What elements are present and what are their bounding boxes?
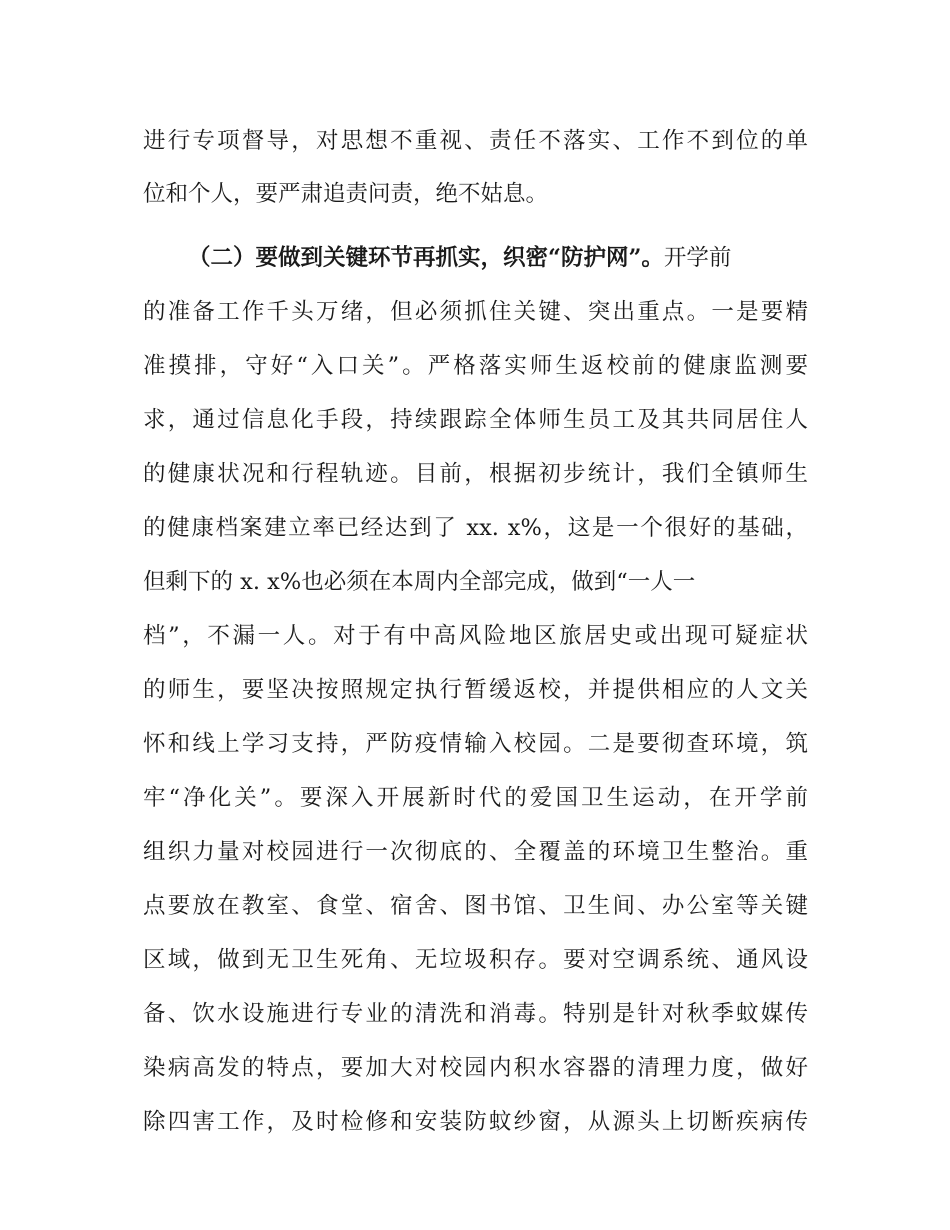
section-heading-line xyxy=(188,242,808,274)
heading-tail-text: 开学前 xyxy=(663,245,732,271)
section-heading: （二）要做到关键环节再抓实，织密“防护网”。 xyxy=(188,245,664,271)
paragraph-line: 位和个人，要严肃追责问责，绝不姑息。 xyxy=(143,181,549,207)
paragraph-line: 档”，不漏一人。对于有中高风险地区旅居史或出现可疑症状 xyxy=(143,623,808,649)
paragraph-line: 的准备工作千头万绪，但必须抓住关键、突出重点。一是要精 xyxy=(143,299,808,325)
paragraph-line: 点要放在教室、食堂、宿舍、图书馆、卫生间、办公室等关键 xyxy=(143,893,808,919)
paragraph-line: 除四害工作，及时检修和安装防蚊纱窗，从源头上切断疾病传 xyxy=(143,1109,808,1135)
paragraph-line: 的健康状况和行程轨迹。目前，根据初步统计，我们全镇师生 xyxy=(143,461,808,487)
paragraph-line: 准摸排，守好“入口关”。严格落实师生返校前的健康监测要 xyxy=(143,353,808,379)
paragraph-line: 组织力量对校园进行一次彻底的、全覆盖的环境卫生整治。重 xyxy=(143,839,808,865)
paragraph-line: 区域，做到无卫生死角、无垃圾积存。要对空调系统、通风设 xyxy=(143,947,808,973)
paragraph-line: 染病高发的特点，要加大对校园内积水容器的清理力度，做好 xyxy=(143,1055,808,1081)
paragraph-line: 备、饮水设施进行专业的清洗和消毒。特别是针对秋季蚊媒传 xyxy=(143,1001,808,1027)
paragraph-line: 求，通过信息化手段，持续跟踪全体师生员工及其共同居住人 xyxy=(143,407,808,433)
paragraph-line: 的健康档案建立率已经达到了 xx. x%，这是一个很好的基础， xyxy=(143,515,808,541)
paragraph-line: 进行专项督导，对思想不重视、责任不落实、工作不到位的单 xyxy=(143,128,808,154)
paragraph-line: 但剩下的 x. x%也必须在本周内全部完成，做到“一人一 xyxy=(143,569,696,595)
paragraph-line: 怀和线上学习支持，严防疫情输入校园。二是要彻查环境，筑 xyxy=(143,731,808,757)
paragraph-line: 牢“净化关”。要深入开展新时代的爱国卫生运动，在开学前 xyxy=(143,785,808,811)
paragraph-line: 的师生，要坚决按照规定执行暂缓返校，并提供相应的人文关 xyxy=(143,677,808,703)
